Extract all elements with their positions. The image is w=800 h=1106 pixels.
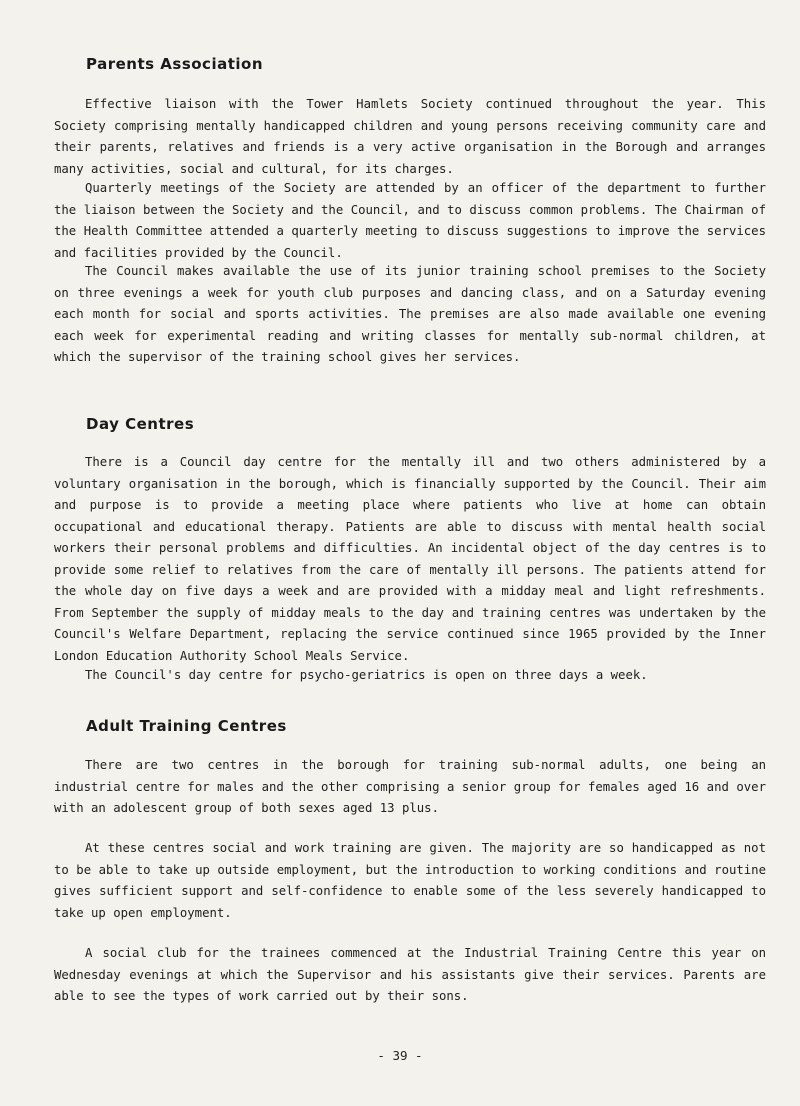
- paragraph-parents-1: Effective liaison with the Tower Hamlets Society continued throughout the year. This Society comprising mentally handicapped children and young persons receiving community care and their parents, relatives and friends is a very active organisation in the Borough and arranges many activities, social and cultural, for its charges.: [54, 97, 766, 176]
- paragraph-parents-3: The Council makes available the use of its junior training school premises to the Society on three evenings a week for youth club purposes and dancing class, and on a Saturday evening each month for social and sports activities. The premises are also made available one evening each week for experimental reading and writing classes for mentally sub-normal children, at which the supervisor of the training school gives her services.: [54, 264, 766, 364]
- heading-adult-training-centres: Adult Training Centres: [86, 717, 287, 735]
- paragraph-parents-2: Quarterly meetings of the Society are attended by an officer of the department to further the liaison between the Society and the Council, and to discuss common problems. The Chairman of the Health Committee attended a quarterly meeting to discuss suggestions to improve the services and facilities provided by the Council.: [54, 181, 766, 260]
- heading-parents-association: Parents Association: [86, 55, 264, 73]
- paragraph-day-centres-1: There is a Council day centre for the mentally ill and two others administered by a voluntary organisation in the borough, which is financially supported by the Council. Their aim and purpose is to provide a meeting place where patients who live at home can obtain occupational and educational therapy. Patients are able to discuss with mental health social workers their personal problems and difficulties. An incidental object of the day centres is to provide some relief to relatives from the care of mentally ill persons. The patients attend for the whole day on five days a week and are provided with a midday meal and light refreshments. From September the supply of midday meals to the day and training centres was undertaken by the Council's Welfare Department, replacing the service continued since 1965 provided by the Inner London Education Authority School Meals Service.: [54, 455, 766, 663]
- paragraph-adult-training-2: At these centres social and work training are given. The majority are so handicapped as not to be able to take up outside employment, but the introduction to working conditions and routine gives sufficient support and self-confidence to enable some of the less severely handicapped to take up open employment.: [54, 841, 766, 920]
- paragraph-day-centres-2: The Council's day centre for psycho-geriatrics is open on three days a week.: [85, 668, 648, 682]
- heading-day-centres: Day Centres: [86, 415, 195, 433]
- page-number: - 39 -: [377, 1048, 423, 1063]
- paragraph-adult-training-1: There are two centres in the borough for training sub-normal adults, one being an industrial centre for males and the other comprising a senior group for females aged 16 and over with an adolescent group of both sexes aged 13 plus.: [54, 758, 766, 815]
- paragraph-adult-training-3: A social club for the trainees commenced at the Industrial Training Centre this year on Wednesday evenings at which the Supervisor and his assistants give their services. Parents are able to see the types of work carried out by their sons.: [54, 946, 766, 1003]
